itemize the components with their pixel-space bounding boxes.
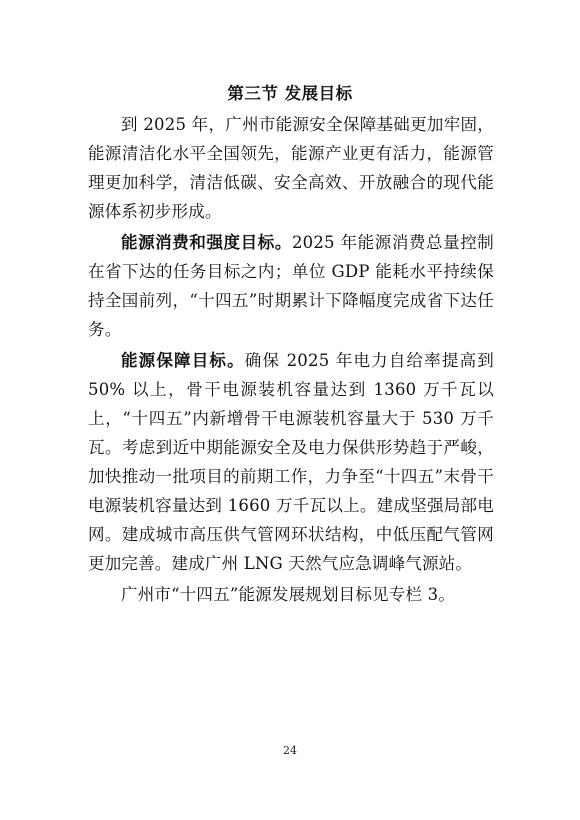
paragraph-consumption-target [88, 228, 494, 344]
paragraph-lead: 能源消费和强度目标。 [121, 233, 292, 252]
paragraph-text: 2025 年能源消费总量控制在省下达的任务目标之内；单位 GDP 能耗水平持续保持全国前列，“十四五”时期累计下降幅度完成省下达任务。 [88, 233, 495, 339]
paragraph-text: 广州市“十四五”能源发展规划目标见专栏 3。 [121, 585, 456, 604]
page-number: 24 [283, 744, 297, 757]
paragraph-supply-target [88, 346, 494, 578]
document-body [88, 110, 494, 611]
paragraph-text: 到 2025 年，广州市能源安全保障基础更加牢固，能源清洁化水平全国领先，能源产业更有活力，能源管理更加科学，清洁低碳、安全高效、开放融合的现代能源体系初步形成。 [88, 115, 494, 221]
paragraph-lead: 能源保障目标。 [121, 351, 245, 370]
paragraph-reference [88, 580, 494, 609]
paragraph-overall-goal [88, 110, 494, 226]
section-title: 第三节 发展目标 [227, 84, 353, 103]
paragraph-text: 确保 2025 年电力自给率提高到 50% 以上，骨干电源装机容量达到 1360 万千瓦以上，“十四五”内新增骨干电源装机容量大于 530 万千瓦。考虑到近中期能源安全及电力保供形势趋于严峻，加快推动一批项目的前期工作，力争至“十四五”末骨干电源装机容量达到 1660 万千瓦以上。建成坚强局部电网。建成城市高压供气管网环状结构，中低压配气管网更加完善。建成广州 LNG 天然气应急调峰气源站。 [88, 351, 494, 573]
